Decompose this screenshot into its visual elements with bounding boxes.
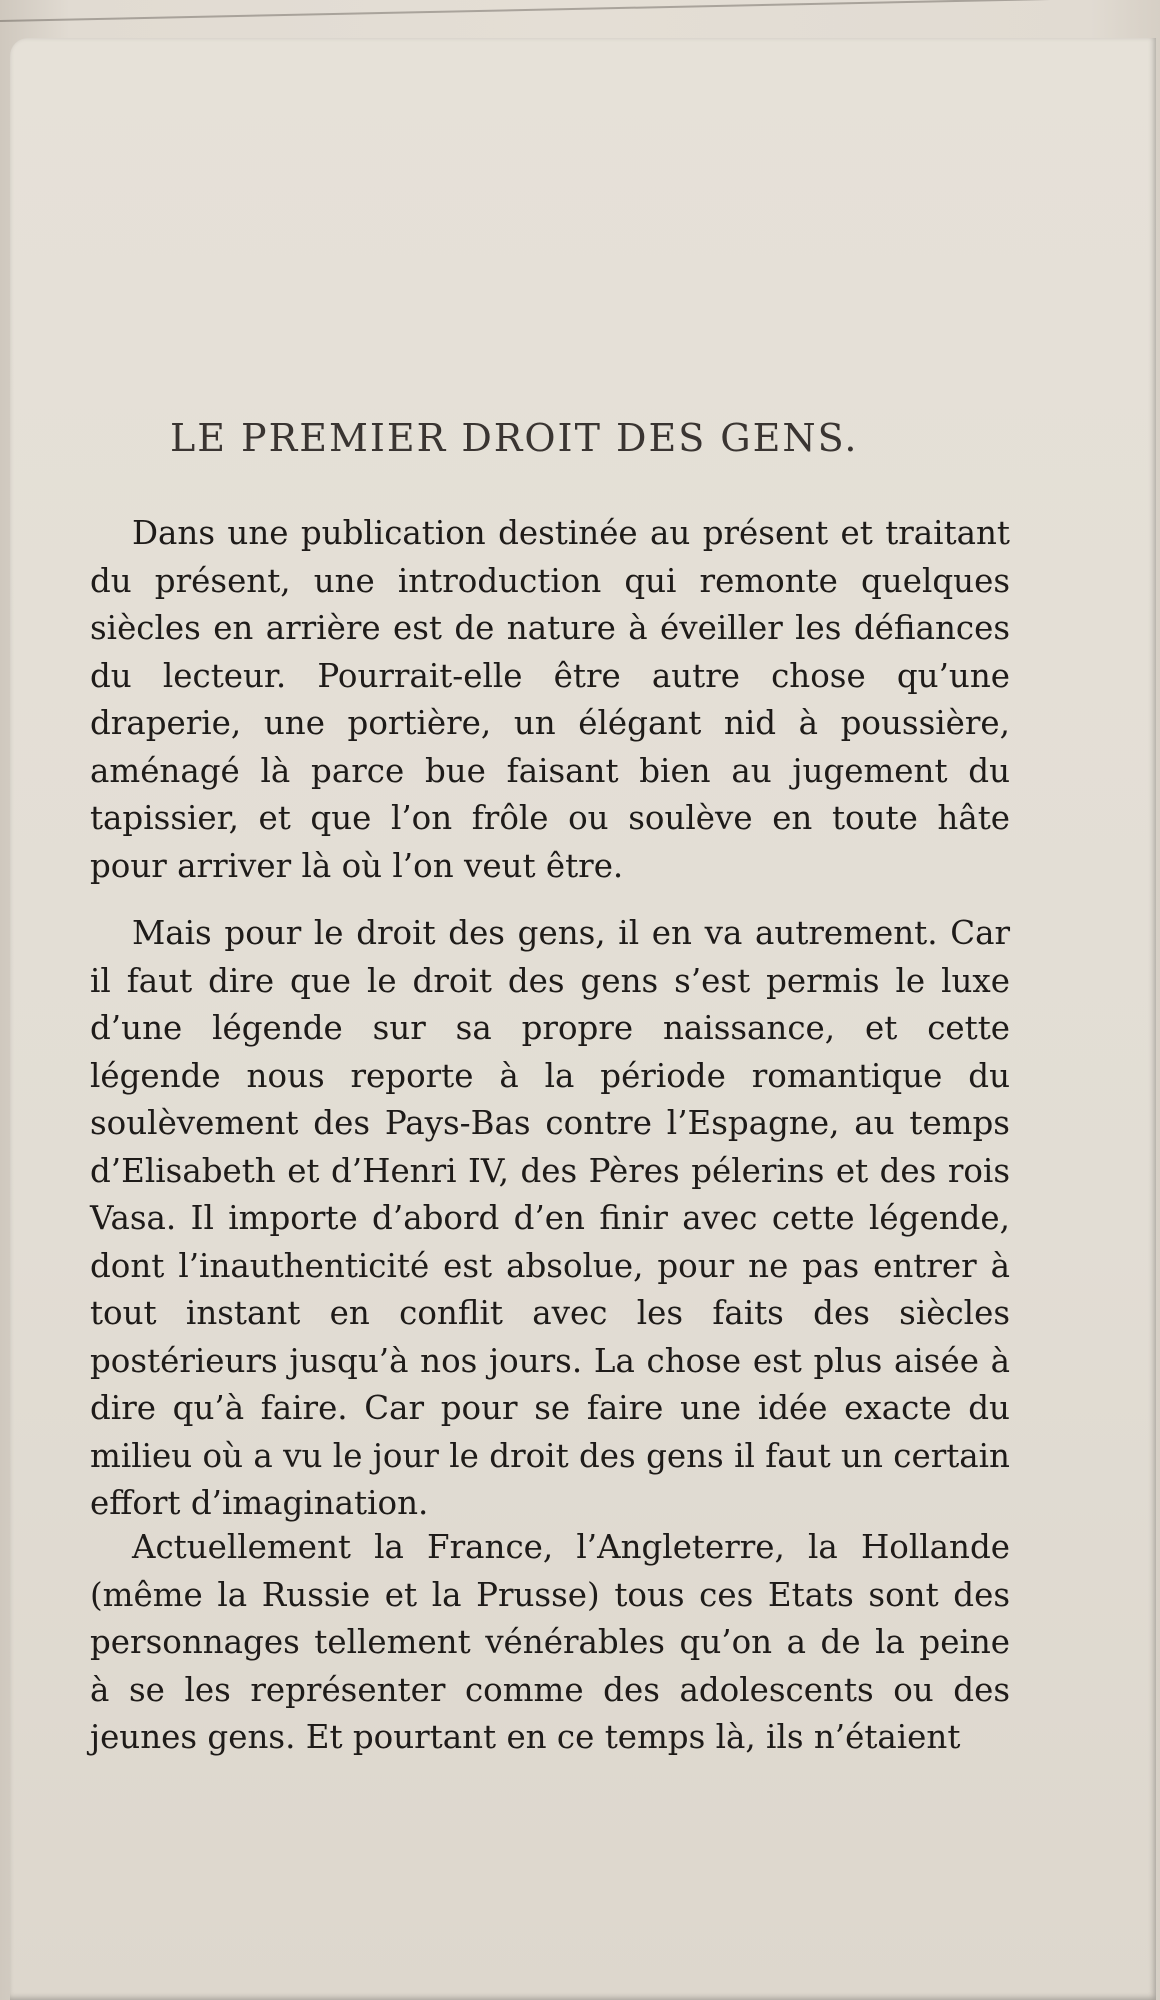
chapter-heading: LE PREMIER DROIT DES GENS. (170, 416, 859, 460)
book-page (10, 38, 1156, 2000)
paragraph-3: Actuellement la France, l’Angleterre, la Hollande (même la Russie et la Prusse) tous ces Etats sont des personnages tellement vénérables qu’on a de la peine à se les représenter comme des adolescents ou des jeunes gens. Et pourtant en ce temps là, ils n’étaient (90, 1528, 1010, 1756)
paragraph-2: Mais pour le droit des gens, il en va autrement. Car il faut dire que le droit des gens s’est permis le luxe d’une légende sur sa propre naissance, et cette légende nous reporte à la période romantique du soulèvement des Pays-Bas contre l’Espagne, au temps d’Elisabeth et d’Henri IV, des Pères pélerins et des rois Vasa. Il importe d’abord d’en finir avec cette légende, dont l’inauthenticité est absolue, pour ne pas entrer à tout instant en conflit avec les faits des siècles postérieurs jusqu’à nos jours. La chose est plus aisée à dire qu’à faire. Car pour se faire une idée exacte du milieu où a vu le jour le droit des gens il faut un certain effort d’imagination. (90, 914, 1010, 1522)
paragraph-1: Dans une publication destinée au présent et traitant du présent, une introduction qui remonte quelques siècles en arrière est de nature à éveiller les défiances du lecteur. Pourrait-elle être autre chose qu’une draperie, une portière, un élégant nid à poussière, aménagé là parce bue faisant bien au jugement du tapissier, et que l’on frôle ou soulève en toute hâte pour arriver là où l’on veut être. (90, 514, 1010, 885)
